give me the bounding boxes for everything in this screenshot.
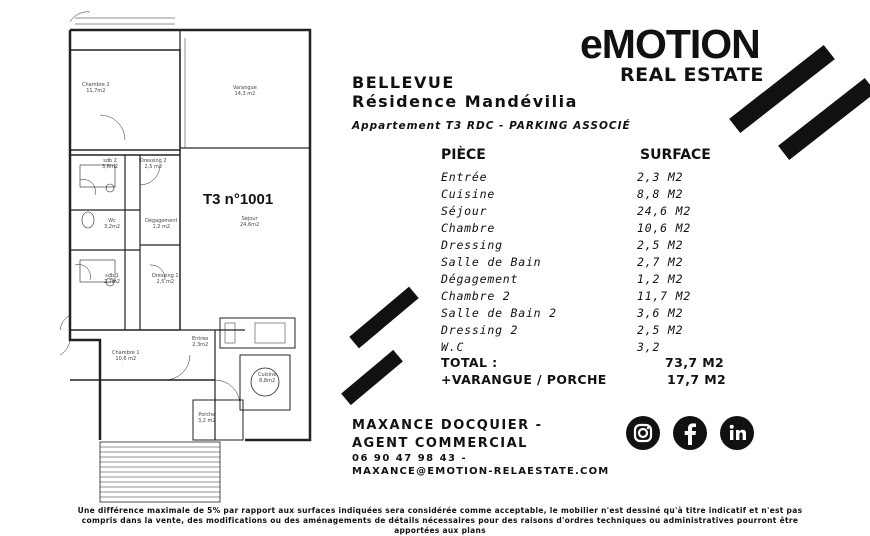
room-label: Porche 3,2 m2 — [198, 412, 216, 424]
room-label: Cuisine 8,8m2 — [258, 372, 277, 384]
room-label: Varangue 14,3 m2 — [233, 85, 257, 97]
instagram-icon[interactable] — [626, 416, 660, 450]
apartment-subtitle: Appartement T3 RDC - PARKING ASSOCIÉ — [352, 120, 631, 132]
room-label: Séjour 24,6m2 — [240, 216, 260, 228]
decor-stripe — [349, 287, 418, 349]
plan-unit-title: T3 n°1001 — [203, 191, 274, 208]
logo-wordmark: eMOTION — [580, 21, 760, 67]
room-label: Chambre 1 10,6 m2 — [112, 350, 140, 362]
room-label: Dégagement 1,2 m2 — [145, 218, 178, 230]
room-label: sdb 2 3,6m2 — [102, 158, 119, 170]
logo-subtitle: REAL ESTATE — [620, 64, 764, 86]
agent-name: MAXANCE DOCQUIER - — [352, 418, 543, 433]
agent-phone[interactable]: 06 90 47 98 43 - — [352, 453, 468, 464]
emotion-logo — [580, 22, 790, 92]
col-header-piece: PIÈCE — [441, 147, 486, 163]
room-label: sdb 1 2,7m2 — [104, 273, 121, 285]
linkedin-icon[interactable] — [720, 416, 754, 450]
room-label: Wc 3,2m2 — [104, 218, 121, 230]
decor-stripe — [341, 350, 403, 405]
room-label: Dressing 2 2,5 m2 — [140, 158, 167, 170]
legal-disclaimer: Une différence maximale de 5% par rapport aux surfaces indiquées sera considérée comme acceptable, le mobilier n'est dessiné qu'à titre indicatif et n'est pas compris dans la vente, des modifications ou des aménagements de détails nécessaires pour des raisons d'ordres techniques ou administratives pourront être apportées aux plans — [77, 506, 803, 535]
agent-role: AGENT COMMERCIAL — [352, 436, 528, 451]
agent-email[interactable]: MAXANCE@EMOTION-RELAESTATE.COM — [352, 466, 610, 477]
building-name: BELLEVUE — [352, 73, 455, 92]
facebook-icon[interactable] — [673, 416, 707, 450]
room-label: Dressing 1 2,5 m2 — [152, 273, 179, 285]
room-label: Entrée 2,3m2 — [192, 336, 209, 348]
col-header-surface: SURFACE — [640, 147, 711, 163]
room-label: Chambre 2 11,7m2 — [82, 82, 110, 94]
residence-name: Résidence Mandévilia — [352, 92, 578, 111]
